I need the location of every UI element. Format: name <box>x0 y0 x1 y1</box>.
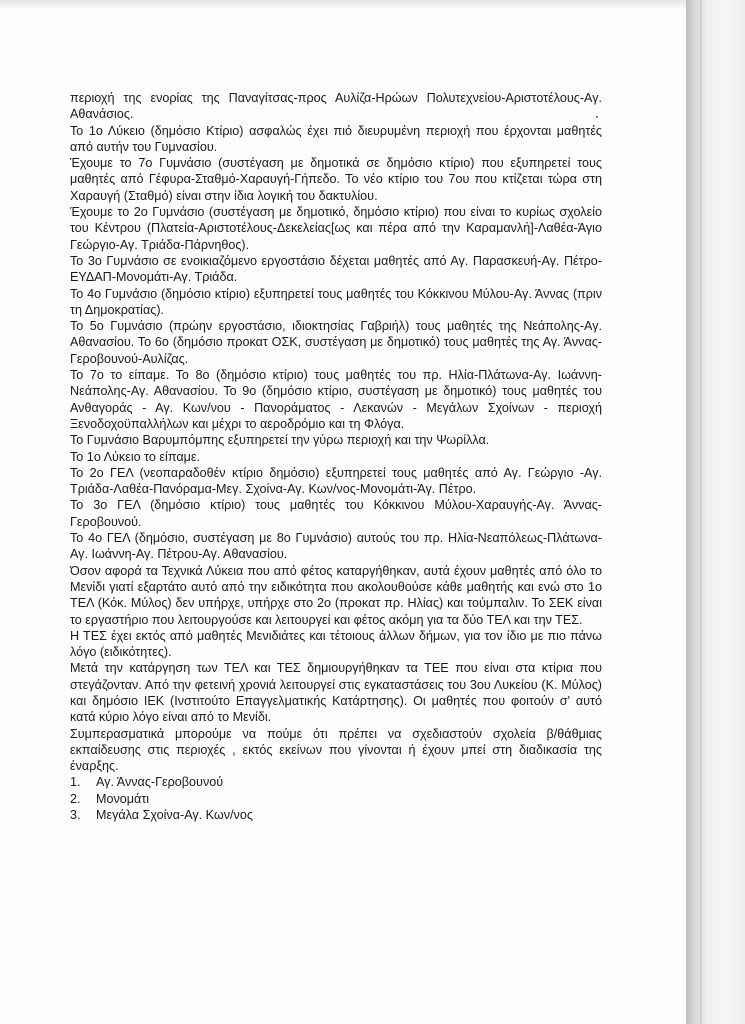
list-item <box>70 807 602 823</box>
paragraph: Έχουμε το 7ο Γυμνάσιο (συστέγαση με δημοτικά σε δημόσιο κτίριο) που εξυπηρετεί τους μαθητές από Γέφυρα-Σταθμό-Χαραυγή-Γήπεδο. Το νέο κτίριο του 7ου που κτίζεται τώρα στη Χαραυγή (Σταθμό) είναι στην ίδια λογική του δακτυλίου. <box>70 156 602 203</box>
list-number: 3. <box>70 808 81 823</box>
paragraph: Το 2ο ΓΕΛ (νεοπαραδοθέν κτίριο δημόσιο) εξυπηρετεί τους μαθητές από Αγ. Γεώργιο -Αγ. Τριάδα-Λαθέα-Πανόραμα-Μεγ. Σχοίνα-Αγ. Κων/νος-Μονομάτι-Άγ. Πέτρο. <box>70 465 602 497</box>
document-body <box>70 90 602 823</box>
paragraph: Το 3ο ΓΕΛ (δημόσιο κτίριο) τους μαθητές του Κόκκινου Μύλου-Χαραυγής-Αγ. Άννας-Γεροβουνού. <box>70 498 602 529</box>
areas-list <box>70 774 602 823</box>
page-top-shadow <box>0 0 686 10</box>
list-item <box>70 791 602 807</box>
paragraph: Το 4ο ΓΕΛ (δημόσιο, συστέγαση με 8ο Γυμνάσιο) αυτούς του πρ. Ηλία-Νεαπόλεως-Πλάτωνα-Αγ. Ιωάννη-Αγ. Πέτρου-Αγ. Αθανασίου. <box>70 531 602 562</box>
list-text: Αγ. Άννας-Γεροβουνού <box>96 775 224 790</box>
paragraph: Το 3ο Γυμνάσιο σε ενοικιαζόμενο εργοστάσιο δέχεται μαθητές από Αγ. Παρασκευή-Αγ. Πέτρο-ΕΥΔΑΠ-Μονομάτι-Αγ. Τριάδα. <box>70 253 602 285</box>
paragraph: Το 5ο Γυμνάσιο (πρώην εργοστάσιο, ιδιοκτησίας Γαβριήλ) τους μαθητές της Νεάπολης-Αγ. Αθανασίου. Το 6ο (δημόσιο προκατ ΟΣΚ, συστέγαση με δημοτικό) τους μαθητές της Αγ. Άννας-Γεροβουνού-Αυλίζας. <box>70 319 602 366</box>
paragraph: Το 7ο το είπαμε. Το 8ο (δημόσιο κτίριο) τους μαθητές του πρ. Ηλία-Πλάτωνα-Αγ. Ιωάννη-Νεάπολης-Αγ. Αθανασίου. Το 9ο (δημόσιο κτίριο, συστέγαση με δημοτικό) τους μαθητές του Ανθαγοράς - Αγ. Κων/νου - Πανοράματος - Λεκανών - Μεγάλων Σχοίνων - περιοχή Ξενοδοχοϋπαλλήλων και μέχρι το αεροδρόμιο και τη Φλόγα. <box>70 368 602 431</box>
binding-line <box>700 0 702 1024</box>
paragraph: περιοχή της ενορίας της Παναγίτσας-προς Αυλίζα-Ηρώων Πολυτεχνείου-Αριστοτέλους-Αγ. Αθανάσιος. <box>70 91 602 122</box>
paragraph: Το 1ο Λύκειο (δημόσιο Κτίριο) ασφαλώς έχει πιό διευρυμένη περιοχή που έρχονται μαθητές από αυτήν του Γυμνασίου. <box>70 123 602 154</box>
paragraph: Η ΤΕΣ έχει εκτός από μαθητές Μενιδιάτες και τέτοιους άλλων δήμων, για τον ίδιο με πιο πάνω λόγο (ειδικότητες). <box>70 628 602 660</box>
list-number: 1. <box>70 775 81 790</box>
paragraph: Συμπερασματικά μπορούμε να πούμε ότι πρέπει να σχεδιαστούν σχολεία β/θάθμιας εκπαίδευσης στις περιοχές , εκτός εκείνων που γίνονται ή έχουν μπεί στη διαδικασία της έναρξης. <box>70 726 602 774</box>
paragraph: Όσον αφορά τα Τεχνικά Λύκεια που από φέτος καταργήθηκαν, αυτά έχουν μαθητές από όλο το Μενίδι γιατί εξαρτάτο αυτό από την ειδικότητα που ακολουθούσε κάθε μαθητής και ενώ στο 1ο ΤΕΛ (Κόκ. Μύλος) δεν υπήρχε, υπήρχε στο 2ο (προκατ πρ. Ηλίας) και τούμπαλιν. Το ΣΕΚ είναι το εργαστήριο που λειτουργούσε και λειτουργεί και φέτος ακόμη για τα δύο ΤΕΛ και την ΤΕΣ. <box>70 563 602 627</box>
list-item <box>70 774 602 790</box>
paragraph: Το 4ο Γυμνάσιο (δημόσιο κτίριο) εξυπηρετεί τους μαθητές του Κόκκινου Μύλου-Αγ. Άννας (πριν τη Δημοκρατίας). <box>70 286 602 317</box>
paragraph: Το 1ο Λύκειο το είπαμε. <box>70 449 201 464</box>
list-text: Μονομάτι <box>96 791 150 806</box>
list-text: Μεγάλα Σχοίνα-Αγ. Κων/νος <box>96 808 253 823</box>
list-number: 2. <box>70 791 81 806</box>
paragraph: Μετά την κατάργηση των ΤΕΛ και ΤΕΣ δημιουργήθηκαν τα ΤΕΕ που είναι στα κτίρια που στεγάζονταν. Από την φετεινή χρονιά λειτουργεί στις εγκαταστάσεις του 3ου Λυκείου (Κ. Μύλος) και δημόσιο ΙΕΚ (Ινστιτούτο Επαγγελματικής Κατάρτησης). Οι μαθητές που φοιτούν σ' αυτό κατά κύριο λόγο είναι από το Μενίδι. <box>70 661 602 725</box>
paragraph: Έχουμε το 2ο Γυμνάσιο (συστέγαση με δημοτικό, δημόσιο κτίριο) που είναι το κυρίως σχολείο του Κέντρου (Πλατεία-Αριστοτέλους-Δεκελείας[ως και πέρα από την Καραμανλή]-Λαθέα-Άγιο Γεώργιο-Αγ. Τριάδα-Πάρνηθος). <box>70 205 602 252</box>
binding-edge <box>686 0 745 1024</box>
paragraph: Το Γυμνάσιο Βαρυμπόμπης εξυπηρετεί την γύρω περιοχή και την Ψωρίλλα. <box>70 433 490 448</box>
